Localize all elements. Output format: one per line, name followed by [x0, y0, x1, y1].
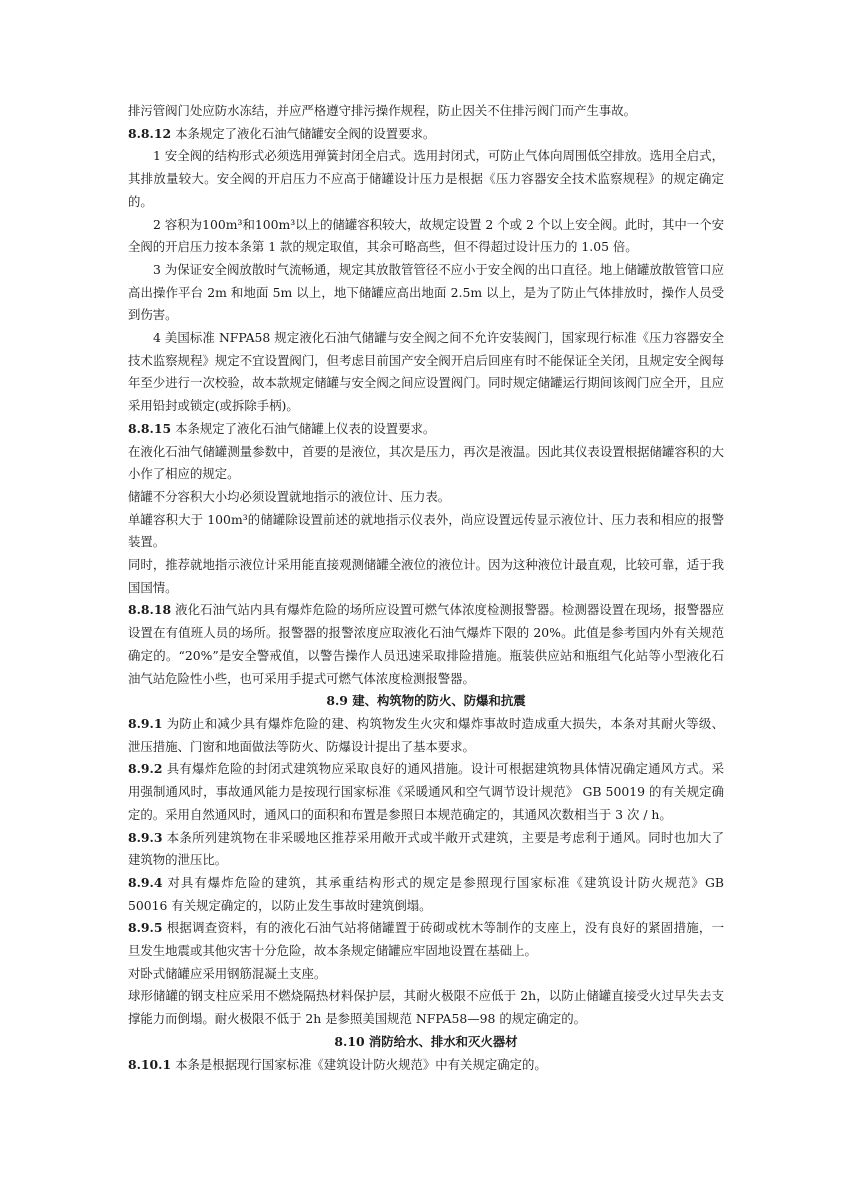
clause-text: 具有爆炸危险的封闭式建筑物应采取良好的通风措施。设计可根据建筑物具体情况确定通风方式。采用强制通风时，事故通风能力是按现行国家标准《采暖通风和空气调节设计规范》 GB 50019 的有关规定确定的。采用自然通风时，通风口的面积和布置是参照日本规范确定的，其通风次数相当于 3 次 / h。: [128, 761, 724, 822]
clause-paragraph: [128, 123, 724, 146]
clause-number: 8.9.5: [128, 920, 163, 936]
clause-number: 8.8.15: [128, 420, 172, 436]
clause-number: 8.9.1: [128, 715, 163, 731]
clause-number: 8.10.1: [128, 1056, 172, 1072]
clause-paragraph: [128, 827, 724, 872]
clause-number: 8.8.18: [128, 602, 172, 618]
paragraph: 单罐容积大于 100m³的储罐除设置前述的就地指示仪表外，尚应设置远传显示液位计、压力表和相应的报警装置。: [128, 511, 724, 550]
clause-number: 8.8.12: [128, 125, 172, 141]
clause-text: 根据调查资料，有的液化石油气站将储罐置于砖砌或枕木等制作的支座上，没有良好的紧固措施，一旦发生地震或其他灾害十分危险，故本条规定储罐应牢固地设置在基础上。: [128, 920, 724, 959]
clause-text: 对具有爆炸危险的建筑，其承重结构形式的规定是参照现行国家标准《建筑设计防火规范》GB 50016 有关规定确定的，以防止发生事故时建筑倒塌。: [128, 874, 724, 913]
clause-paragraph: [128, 872, 724, 917]
paragraph: 对卧式储罐应采用钢筋混凝土支座。: [128, 965, 327, 981]
clause-paragraph: [128, 599, 724, 690]
paragraph: 在液化石油气储罐测量参数中，首要的是液位，其次是压力，再次是液温。因此其仪表设置根据储罐容积的大小作了相应的规定。: [128, 443, 724, 482]
clause-paragraph: [128, 1054, 724, 1077]
clause-number: 8.9.3: [128, 829, 163, 845]
paragraph: 同时，推荐就地指示液位计采用能直接观测储罐全液位的液位计。因为这种液位计最直观，比较可靠，适于我国国情。: [128, 557, 724, 595]
clause-text: 液化石油气站内具有爆炸危险的场所应设置可燃气体浓度检测报警器。检测器设置在现场，报警器应设置在有值班人员的场所。报警器的报警浓度应取液化石油气爆炸下限的 20%。此值是参考国内外有关规范确定的。“20%”是安全警戒值，以警告操作人员迅速采取排险措施。瓶装供应站和瓶组气化站等小型液化石油气站危险性小些，也可采用手提式可燃气体浓度检测报警器。: [128, 602, 724, 686]
item-paragraph: 4 美国标准 NFPA58 规定液化石油气储罐与安全阀之间不允许安装阀门，国家现行标准《压力容器安全技术监察规程》规定不宜设置阀门，但考虑目前国产安全阀开启后回座有时不能保证全关闭，且规定安全阀每年至少进行一次校验，故本款规定储罐与安全阀之间应设置阀门。同时规定储罐运行期间该阀门应全开，且应采用铅封或锁定(或拆除手柄)。: [128, 330, 724, 414]
section-heading: 8.10 消防给水、排水和灭火器材: [334, 1033, 518, 1049]
clause-number: 8.9.4: [128, 874, 163, 890]
clause-text: 本条所列建筑物在非采暖地区推荐采用敞开式或半敞开式建筑，主要是考虑利于通风。同时也加大了建筑物的泄压比。: [128, 829, 724, 868]
clause-text: 本条规定了液化石油气储罐安全阀的设置要求。: [171, 125, 436, 141]
paragraph: 排污管阀门处应防水冻结，并应严格遵守排污操作规程，防止因关不住排污阀门而产生事故。: [128, 103, 637, 118]
paragraph: 球形储罐的钢支柱应采用不燃烧隔热材料保护层，其耐火极限不应低于 2h，以防止储罐直接受火过早失去支撑能力而倒塌。耐火极限不低于 2h 是参照美国规范 NFPA58—98 的规定确定的。: [128, 988, 724, 1027]
item-paragraph: 3 为保证安全阀放散时气流畅通，规定其放散管管径不应小于安全阀的出口直径。地上储罐放散管管口应高出操作平台 2m 和地面 5m 以上，地下储罐应高出地面 2.5m 以上，是为了防止气体排放时，操作人员受到伤害。: [128, 261, 724, 323]
clause-paragraph: [128, 418, 724, 441]
clause-paragraph: [128, 758, 724, 826]
section-heading: 8.9 建、构筑物的防火、防爆和抗震: [326, 693, 526, 709]
clause-text: 本条规定了液化石油气储罐上仪表的设置要求。: [171, 420, 436, 436]
document-body: [128, 100, 724, 1076]
paragraph: 储罐不分容积大小均必须设置就地指示的液位计、压力表。: [128, 488, 451, 504]
clause-text: 为防止和减少具有爆炸危险的建、构筑物发生火灾和爆炸事故时造成重大损失，本条对其耐火等级、泄压措施、门窗和地面做法等防火、防爆设计提出了基本要求。: [128, 715, 724, 754]
item-paragraph: 1 安全阀的结构形式必须选用弹簧封闭全启式。选用封闭式，可防止气体向周围低空排放。选用全启式，其排放量较大。安全阀的开启压力不应高于储罐设计压力是根据《压力容器安全技术监察规程》的规定确定的。: [128, 148, 724, 209]
clause-number: 8.9.2: [128, 761, 163, 777]
item-paragraph: 2 容积为100m³和100m³以上的储罐容积较大，故规定设置 2 个或 2 个以上安全阀。此时，其中一个安全阀的开启压力按本条第 1 款的规定取值，其余可略高些，但不得超过设计压力的 1.05 倍。: [128, 216, 724, 255]
clause-text: 本条是根据现行国家标准《建筑设计防火规范》中有关规定确定的。: [171, 1056, 547, 1072]
clause-paragraph: [128, 713, 724, 758]
clause-paragraph: [128, 917, 724, 962]
